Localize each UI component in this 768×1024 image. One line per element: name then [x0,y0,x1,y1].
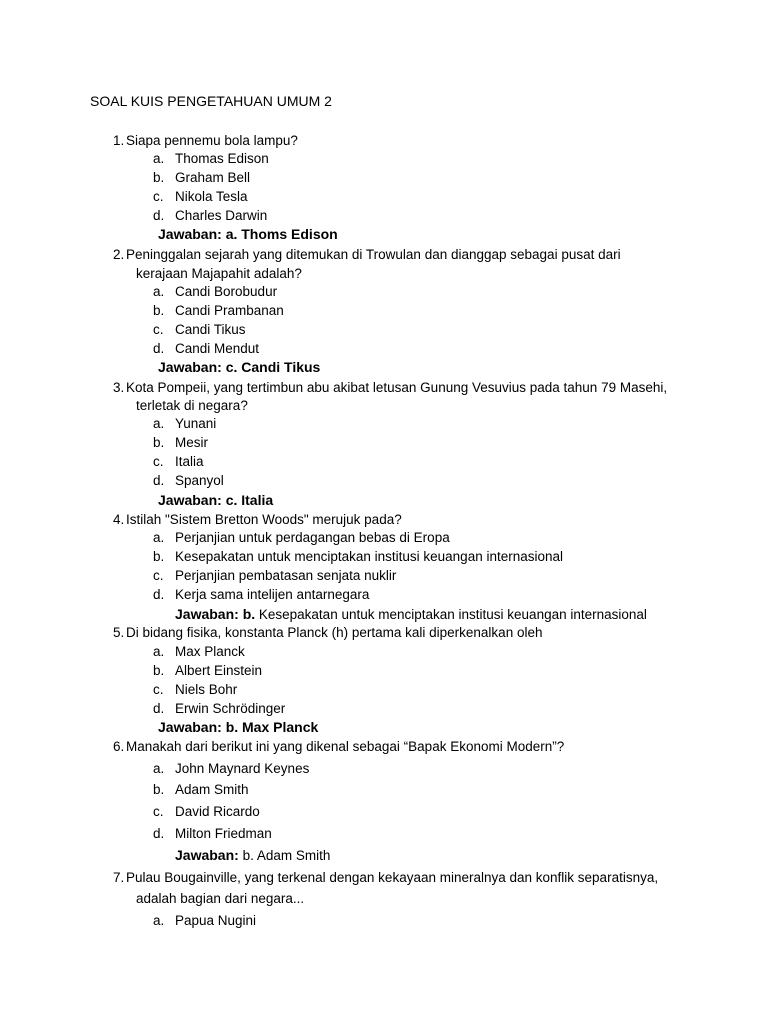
page-title: SOAL KUIS PENGETAHUAN UMUM 2 [90,93,332,109]
question-number: 2. [113,247,125,262]
answer-text: b. Adam Smith [238,848,331,863]
option-text: Kerja sama intelijen antarnegara [175,587,370,602]
option-text: Yunani [175,416,217,431]
option-text: Papua Nugini [175,913,257,928]
answer-line [158,225,338,243]
answer-text: Kesepakatan untuk menciptakan institusi keuangan internasional [255,607,647,622]
answer-label: Jawaban: b. Max Planck [158,719,319,735]
option-text: Kesepakatan untuk menciptakan institusi keuangan internasional [175,549,564,564]
option-letter: a. [153,151,165,166]
option-letter: d. [153,341,165,356]
option-letter: c. [153,804,164,819]
option-text: John Maynard Keynes [175,761,310,776]
question-text: Pulau Bougainville, yang terkenal dengan kekayaan mineralnya dan konflik separatisnya, [126,870,659,885]
option-text: Nikola Tesla [175,189,248,204]
answer-label: Jawaban: [175,847,239,863]
question-text: terletak di negara? [136,398,248,413]
option-text: Erwin Schrödinger [175,701,286,716]
answer-line [175,846,330,865]
option-letter: a. [153,644,165,659]
option-text: Candi Tikus [175,322,246,337]
option-text: Charles Darwin [175,208,268,223]
option-text: Milton Friedman [175,826,272,841]
option-text: Candi Prambanan [175,303,284,318]
question-number: 6. [113,739,125,754]
option-text: Niels Bohr [175,682,238,697]
question-text: Istilah "Sistem Bretton Woods" merujuk pada? [126,512,402,527]
option-letter: d. [153,701,165,716]
option-letter: d. [153,826,165,841]
option-text: Perjanjian pembatasan senjata nuklir [175,568,397,583]
option-letter: c. [153,568,164,583]
option-letter: b. [153,303,165,318]
option-letter: d. [153,473,165,488]
option-letter: b. [153,170,165,185]
answer-label: Jawaban: c. Italia [158,492,274,508]
option-letter: b. [153,663,165,678]
option-letter: a. [153,416,165,431]
option-text: David Ricardo [175,804,260,819]
option-letter: c. [153,322,164,337]
option-letter: b. [153,782,165,797]
option-text: Candi Borobudur [175,284,278,299]
option-text: Max Planck [175,644,245,659]
option-text: Graham Bell [175,170,251,185]
option-letter: c. [153,189,164,204]
answer-line [158,718,318,736]
option-text: Spanyol [175,473,224,488]
question-text: adalah bagian dari negara... [136,891,305,906]
option-letter: b. [153,549,165,564]
option-letter: a. [153,530,165,545]
answer-label: Jawaban: c. Candi Tikus [158,359,321,375]
option-letter: a. [153,913,165,928]
question-number: 1. [113,133,125,148]
question-text: Di bidang fisika, konstanta Planck (h) pertama kali diperkenalkan oleh [126,625,543,640]
question-text: kerajaan Majapahit adalah? [136,266,302,281]
option-letter: a. [153,761,165,776]
question-text: Kota Pompeii, yang tertimbun abu akibat letusan Gunung Vesuvius pada tahun 79 Masehi, [126,380,668,395]
option-text: Italia [175,454,204,469]
option-letter: d. [153,208,165,223]
option-text: Thomas Edison [175,151,269,166]
question-number: 5. [113,625,125,640]
option-letter: c. [153,454,164,469]
option-letter: a. [153,284,165,299]
question-number: 7. [113,870,125,885]
option-letter: d. [153,587,165,602]
option-text: Candi Mendut [175,341,260,356]
question-number: 4. [113,512,125,527]
question-text: Manakah dari berikut ini yang dikenal sebagai “Bapak Ekonomi Modern”? [126,739,565,754]
answer-line [175,605,647,624]
option-text: Perjanjian untuk perdagangan bebas di Eropa [175,530,450,545]
option-text: Mesir [175,435,208,450]
option-text: Albert Einstein [175,663,263,678]
question-text: Siapa pennemu bola lampu? [126,133,298,148]
answer-line [158,358,320,376]
question-number: 3. [113,380,125,395]
option-letter: b. [153,435,165,450]
answer-label: Jawaban: b. [175,606,256,622]
answer-label: Jawaban: a. Thoms Edison [158,226,338,242]
option-text: Adam Smith [175,782,249,797]
answer-line [158,491,273,509]
option-letter: c. [153,682,164,697]
question-text: Peninggalan sejarah yang ditemukan di Trowulan dan dianggap sebagai pusat dari [126,247,621,262]
